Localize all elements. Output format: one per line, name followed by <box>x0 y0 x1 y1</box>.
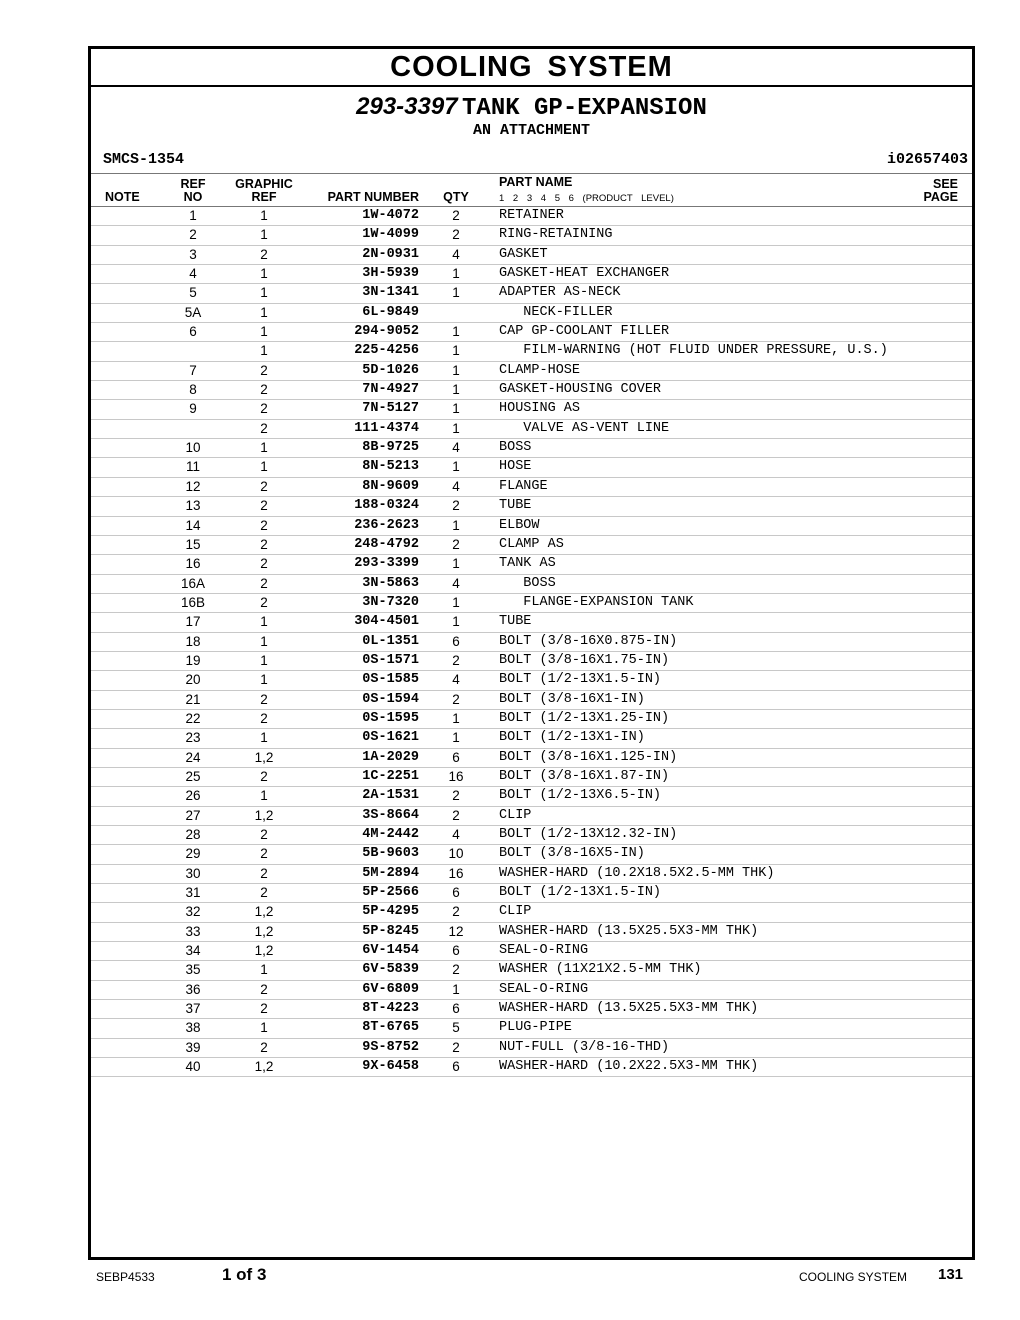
ref-no: 1 <box>189 208 197 223</box>
quantity: 2 <box>452 807 460 823</box>
part-name: TANK AS <box>499 556 556 572</box>
part-number: 2A-1531 <box>362 788 419 804</box>
parts-table-body <box>91 207 972 1077</box>
graphic-ref: 2 <box>260 1039 268 1055</box>
part-number: 1W-4099 <box>362 227 419 243</box>
table-row <box>91 903 972 922</box>
ref-no: 39 <box>185 1039 201 1055</box>
quantity: 1 <box>452 343 460 359</box>
title-bar <box>91 49 972 87</box>
part-name: SEAL-O-RING <box>499 981 589 997</box>
part-name: TUBE <box>499 498 532 514</box>
graphic-ref: 2 <box>260 827 268 842</box>
part-number: 3N-1341 <box>362 285 419 301</box>
graphic-ref: 1,2 <box>254 904 274 920</box>
part-number: 5P-8245 <box>362 923 419 939</box>
part-number: 3N-7320 <box>362 594 419 610</box>
part-name: BOLT (3/8-16X0.875-IN) <box>499 633 678 649</box>
part-name: CLAMP-HOSE <box>499 362 581 378</box>
table-row <box>91 323 972 342</box>
part-name: SEAL-O-RING <box>499 943 589 959</box>
table-row <box>91 594 972 613</box>
table-row <box>91 942 972 961</box>
quantity: 2 <box>452 691 460 707</box>
part-name: CAP GP-COOLANT FILLER <box>499 324 670 340</box>
ref-no: 4 <box>189 266 197 282</box>
part-name: BOLT (3/8-16X1-IN) <box>499 691 645 707</box>
table-row <box>91 710 972 729</box>
graphic-ref: 2 <box>260 362 268 378</box>
table-row <box>91 207 972 226</box>
table-row <box>91 1058 972 1077</box>
quantity: 2 <box>452 498 460 514</box>
graphic-ref: 2 <box>260 420 268 436</box>
part-name: WASHER-HARD (10.2X22.5X3-MM THK) <box>499 1059 759 1075</box>
table-row <box>91 691 972 710</box>
part-name: CLIP <box>499 904 532 920</box>
ref-no: 16A <box>180 575 206 591</box>
graphic-ref: 1 <box>260 208 268 223</box>
graphic-ref: 1 <box>260 652 268 668</box>
quantity: 4 <box>452 440 460 456</box>
graphic-ref: 2 <box>260 575 268 591</box>
graphic-ref: 1 <box>260 788 268 804</box>
ref-no: 14 <box>185 517 201 533</box>
graphic-ref: 2 <box>260 1001 268 1017</box>
part-number: 3H-5939 <box>362 266 419 282</box>
graphic-ref: 1,2 <box>254 1059 274 1075</box>
part-number: 3N-5863 <box>362 575 419 591</box>
quantity: 2 <box>452 788 460 804</box>
quantity: 4 <box>452 478 460 494</box>
quantity: 6 <box>452 633 460 649</box>
ref-no: 10 <box>185 440 201 456</box>
col-part-name: PART NAME <box>499 175 573 189</box>
part-name: VALVE AS-VENT LINE <box>499 420 670 436</box>
table-row <box>91 458 972 477</box>
col-part-number: PART NUMBER <box>327 190 419 204</box>
ref-no: 13 <box>185 498 201 514</box>
graphic-ref: 1,2 <box>254 923 274 939</box>
ref-no: 3 <box>189 246 197 262</box>
graphic-ref: 1 <box>260 459 268 475</box>
graphic-ref: 1 <box>260 440 268 456</box>
part-number: 188-0324 <box>354 498 419 514</box>
col-product-levels: 1 2 3 4 5 6 (PRODUCT LEVEL) <box>499 193 674 204</box>
part-name: NECK-FILLER <box>499 304 613 320</box>
table-row <box>91 768 972 787</box>
ref-no: 24 <box>185 749 201 765</box>
part-name: GASKET-HOUSING COVER <box>499 382 662 398</box>
quantity: 1 <box>452 401 460 417</box>
group-part-name: TANK GP-EXPANSION <box>462 95 707 122</box>
part-name: BOLT (1/2-13X1.5-IN) <box>499 885 662 901</box>
table-row <box>91 536 972 555</box>
table-row <box>91 555 972 574</box>
ref-no: 16 <box>185 556 201 572</box>
part-name: FLANGE <box>499 478 548 494</box>
graphic-ref: 2 <box>260 517 268 533</box>
smcs-code: SMCS-1354 <box>103 151 185 168</box>
part-number: 236-2623 <box>354 517 419 533</box>
quantity: 1 <box>452 614 460 630</box>
part-number: 8T-6765 <box>362 1020 419 1036</box>
ref-no: 27 <box>185 807 201 823</box>
quantity: 4 <box>452 246 460 262</box>
graphic-ref: 2 <box>260 768 268 784</box>
quantity: 16 <box>448 865 464 881</box>
table-row <box>91 304 972 323</box>
quantity: 1 <box>452 362 460 378</box>
ref-no: 40 <box>185 1059 201 1075</box>
quantity: 1 <box>452 710 460 726</box>
table-row <box>91 652 972 671</box>
table-row <box>91 845 972 864</box>
graphic-ref: 2 <box>260 401 268 417</box>
table-row <box>91 826 972 845</box>
graphic-ref: 1 <box>260 962 268 978</box>
ref-no: 29 <box>185 846 201 862</box>
col-note: NOTE <box>105 190 140 204</box>
table-row <box>91 671 972 690</box>
part-name: FILM-WARNING (HOT FLUID UNDER PRESSURE, U.S.) <box>499 343 888 359</box>
graphic-ref: 1 <box>260 266 268 282</box>
graphic-ref: 2 <box>260 478 268 494</box>
quantity: 4 <box>452 575 460 591</box>
part-name: TUBE <box>499 614 532 630</box>
graphic-ref: 1 <box>260 324 268 340</box>
graphic-ref: 2 <box>260 246 268 262</box>
part-name: RING-RETAINING <box>499 227 613 243</box>
quantity: 1 <box>452 324 460 340</box>
part-name: WASHER-HARD (10.2X18.5X2.5-MM THK) <box>499 865 775 881</box>
part-name: WASHER-HARD (13.5X25.5X3-MM THK) <box>499 923 759 939</box>
part-number: 6V-5839 <box>362 962 419 978</box>
col-see-top: SEE <box>932 177 958 191</box>
part-name: ADAPTER AS-NECK <box>499 285 621 301</box>
ref-no: 20 <box>185 672 201 688</box>
part-number: 5D-1026 <box>362 362 419 378</box>
ref-no: 30 <box>185 865 201 881</box>
part-number: 4M-2442 <box>362 827 419 842</box>
part-number: 5B-9603 <box>362 846 419 862</box>
table-row <box>91 265 972 284</box>
graphic-ref: 2 <box>260 594 268 610</box>
table-row <box>91 865 972 884</box>
part-number: 8N-5213 <box>362 459 419 475</box>
quantity: 16 <box>448 768 464 784</box>
page-footer <box>0 1262 1020 1292</box>
graphic-ref: 2 <box>260 846 268 862</box>
attachment-label: AN ATTACHMENT <box>472 122 591 139</box>
part-name: GASKET-HEAT EXCHANGER <box>499 266 670 282</box>
table-row <box>91 575 972 594</box>
quantity: 10 <box>448 846 464 862</box>
table-row <box>91 1000 972 1019</box>
quantity: 1 <box>452 981 460 997</box>
part-number: 3S-8664 <box>362 807 419 823</box>
part-number: 6V-1454 <box>362 943 419 959</box>
quantity: 1 <box>452 730 460 746</box>
part-number: 5P-2566 <box>362 885 419 901</box>
table-row <box>91 517 972 536</box>
quantity: 1 <box>452 556 460 572</box>
part-number: 1W-4072 <box>362 208 419 223</box>
ref-no: 11 <box>185 459 200 475</box>
part-name: BOLT (1/2-13X12.32-IN) <box>499 827 678 842</box>
graphic-ref: 2 <box>260 710 268 726</box>
part-name: HOUSING AS <box>499 401 581 417</box>
ref-no: 16B <box>180 594 206 610</box>
ref-no: 21 <box>185 691 201 707</box>
col-graphic-top: GRAPHIC <box>235 177 293 191</box>
group-heading <box>91 93 972 122</box>
graphic-ref: 2 <box>260 556 268 572</box>
ref-no: 25 <box>185 768 201 784</box>
part-number: 1C-2251 <box>362 768 419 784</box>
part-number: 0S-1594 <box>362 691 419 707</box>
ref-no: 28 <box>185 827 201 842</box>
page-title: COOLING SYSTEM <box>390 51 673 83</box>
part-number: 6L-9849 <box>362 304 419 320</box>
graphic-ref: 2 <box>260 865 268 881</box>
graphic-ref: 2 <box>260 691 268 707</box>
table-row <box>91 961 972 980</box>
graphic-ref: 2 <box>260 885 268 901</box>
quantity: 1 <box>452 285 460 301</box>
graphic-ref: 1 <box>260 730 268 746</box>
ref-no: 7 <box>189 362 197 378</box>
part-number: 2N-0931 <box>362 246 419 262</box>
col-ref-bottom: NO <box>183 190 203 204</box>
quantity: 2 <box>452 208 460 223</box>
ref-no: 9 <box>189 401 197 417</box>
table-row <box>91 884 972 903</box>
part-number: 8T-4223 <box>362 1001 419 1017</box>
part-number: 0S-1585 <box>362 672 419 688</box>
ref-no: 15 <box>185 536 201 552</box>
col-qty: QTY <box>443 190 469 204</box>
part-number: 7N-5127 <box>362 401 419 417</box>
part-name: CLAMP AS <box>499 536 564 552</box>
quantity: 4 <box>452 827 460 842</box>
part-number: 0L-1351 <box>362 633 419 649</box>
part-number: 9X-6458 <box>362 1059 419 1075</box>
part-number: 7N-4927 <box>362 382 419 398</box>
part-number: 8B-9725 <box>362 440 419 456</box>
quantity: 1 <box>452 517 460 533</box>
footer-doc-id: SEBP4533 <box>96 1270 155 1284</box>
part-number: 304-4501 <box>354 614 419 630</box>
ref-no: 22 <box>185 710 201 726</box>
quantity: 6 <box>452 885 460 901</box>
graphic-ref: 2 <box>260 498 268 514</box>
graphic-ref: 1 <box>260 343 268 359</box>
quantity: 6 <box>452 749 460 765</box>
ref-no: 18 <box>185 633 201 649</box>
ref-no: 17 <box>185 614 201 630</box>
quantity: 2 <box>452 536 460 552</box>
graphic-ref: 1 <box>260 227 268 243</box>
table-row <box>91 400 972 419</box>
part-number: 225-4256 <box>354 343 419 359</box>
graphic-ref: 1 <box>260 1020 268 1036</box>
table-row <box>91 226 972 245</box>
quantity: 4 <box>452 672 460 688</box>
part-number: 0S-1621 <box>362 730 419 746</box>
part-name: ELBOW <box>499 517 540 533</box>
graphic-ref: 1 <box>260 304 268 320</box>
table-row <box>91 478 972 497</box>
quantity: 2 <box>452 904 460 920</box>
quantity: 2 <box>452 1039 460 1055</box>
ref-no: 31 <box>185 885 201 901</box>
part-number: 294-9052 <box>354 324 419 340</box>
table-row <box>91 362 972 381</box>
quantity: 5 <box>452 1020 460 1036</box>
table-header <box>91 175 972 207</box>
part-name: BOLT (1/2-13X1.5-IN) <box>499 672 662 688</box>
ref-no: 35 <box>185 962 201 978</box>
table-row <box>91 749 972 768</box>
ref-no: 8 <box>189 382 197 398</box>
quantity: 6 <box>452 943 460 959</box>
graphic-ref: 2 <box>260 981 268 997</box>
ref-no: 19 <box>185 652 201 668</box>
quantity: 12 <box>448 923 464 939</box>
graphic-ref: 2 <box>260 536 268 552</box>
part-name: NUT-FULL (3/8-16-THD) <box>499 1039 670 1055</box>
part-name: BOLT (3/8-16X1.125-IN) <box>499 749 678 765</box>
part-name: BOLT (3/8-16X5-IN) <box>499 846 645 862</box>
table-row <box>91 420 972 439</box>
part-number: 111-4374 <box>354 420 419 436</box>
quantity: 1 <box>452 594 460 610</box>
table-row <box>91 787 972 806</box>
graphic-ref: 1 <box>260 614 268 630</box>
quantity: 1 <box>452 266 460 282</box>
part-number: 293-3399 <box>354 556 419 572</box>
part-name: WASHER (11X21X2.5-MM THK) <box>499 962 702 978</box>
group-part-number: 293-3397 <box>356 93 458 120</box>
ref-no: 26 <box>185 788 201 804</box>
parts-page-frame <box>88 46 975 1260</box>
part-name: CLIP <box>499 807 532 823</box>
part-name: BOLT (1/2-13X1-IN) <box>499 730 645 746</box>
table-row <box>91 1039 972 1058</box>
part-number: 248-4792 <box>354 536 419 552</box>
part-name: BOLT (3/8-16X1.87-IN) <box>499 768 670 784</box>
part-number: 8N-9609 <box>362 478 419 494</box>
footer-page-of: 1 of 3 <box>222 1265 267 1284</box>
part-number: 0S-1571 <box>362 652 419 668</box>
quantity: 6 <box>452 1001 460 1017</box>
table-row <box>91 284 972 303</box>
table-row <box>91 981 972 1000</box>
table-row <box>91 807 972 826</box>
table-row <box>91 439 972 458</box>
table-row <box>91 497 972 516</box>
ref-no: 5 <box>189 285 197 301</box>
ref-no: 2 <box>189 227 197 243</box>
graphic-ref: 2 <box>260 382 268 398</box>
quantity: 6 <box>452 1059 460 1075</box>
quantity: 1 <box>452 382 460 398</box>
part-number: 9S-8752 <box>362 1039 419 1055</box>
quantity: 2 <box>452 962 460 978</box>
quantity: 2 <box>452 652 460 668</box>
graphic-ref: 1,2 <box>254 943 274 959</box>
ref-no: 6 <box>189 324 197 340</box>
ref-no: 37 <box>185 1001 201 1017</box>
col-graphic-bottom: REF <box>251 190 277 204</box>
ref-no: 33 <box>185 923 201 939</box>
graphic-ref: 1,2 <box>254 807 274 823</box>
graphic-ref: 1 <box>260 633 268 649</box>
ref-no: 36 <box>185 981 201 997</box>
part-number: 1A-2029 <box>362 749 419 765</box>
part-name: FLANGE-EXPANSION TANK <box>499 594 694 610</box>
table-row <box>91 923 972 942</box>
table-row <box>91 246 972 265</box>
table-row <box>91 633 972 652</box>
footer-section: COOLING SYSTEM <box>799 1270 908 1284</box>
part-name: GASKET <box>499 246 548 262</box>
illustration-id: i02657403 <box>886 151 968 168</box>
part-number: 5P-4295 <box>362 904 419 920</box>
ref-no: 12 <box>185 478 201 494</box>
part-name: RETAINER <box>499 208 564 223</box>
ref-no: 38 <box>185 1020 201 1036</box>
quantity: 1 <box>452 459 460 475</box>
table-row <box>91 613 972 632</box>
col-ref-top: REF <box>180 177 206 191</box>
part-name: WASHER-HARD (13.5X25.5X3-MM THK) <box>499 1001 759 1017</box>
col-see-bottom: PAGE <box>923 190 958 204</box>
quantity: 2 <box>452 227 460 243</box>
part-number: 5M-2894 <box>362 865 419 881</box>
footer-page-number: 131 <box>938 1266 964 1283</box>
table-row <box>91 342 972 361</box>
part-number: 6V-6809 <box>362 981 419 997</box>
part-number: 0S-1595 <box>362 710 419 726</box>
part-name: BOLT (1/2-13X6.5-IN) <box>499 788 662 804</box>
quantity: 1 <box>452 420 460 436</box>
table-row <box>91 729 972 748</box>
part-name: BOLT (1/2-13X1.25-IN) <box>499 710 670 726</box>
part-name: BOLT (3/8-16X1.75-IN) <box>499 652 670 668</box>
ref-no: 23 <box>185 730 201 746</box>
graphic-ref: 1 <box>260 672 268 688</box>
ref-no: 5A <box>184 304 202 320</box>
part-name: HOSE <box>499 459 532 475</box>
table-row <box>91 1019 972 1038</box>
ref-no: 32 <box>185 904 201 920</box>
smcs-line <box>91 149 972 174</box>
graphic-ref: 1,2 <box>254 749 274 765</box>
part-name: BOSS <box>499 575 556 591</box>
part-name: BOSS <box>499 440 532 456</box>
ref-no: 34 <box>185 943 201 959</box>
part-name: PLUG-PIPE <box>499 1020 572 1036</box>
table-row <box>91 381 972 400</box>
graphic-ref: 1 <box>260 285 268 301</box>
